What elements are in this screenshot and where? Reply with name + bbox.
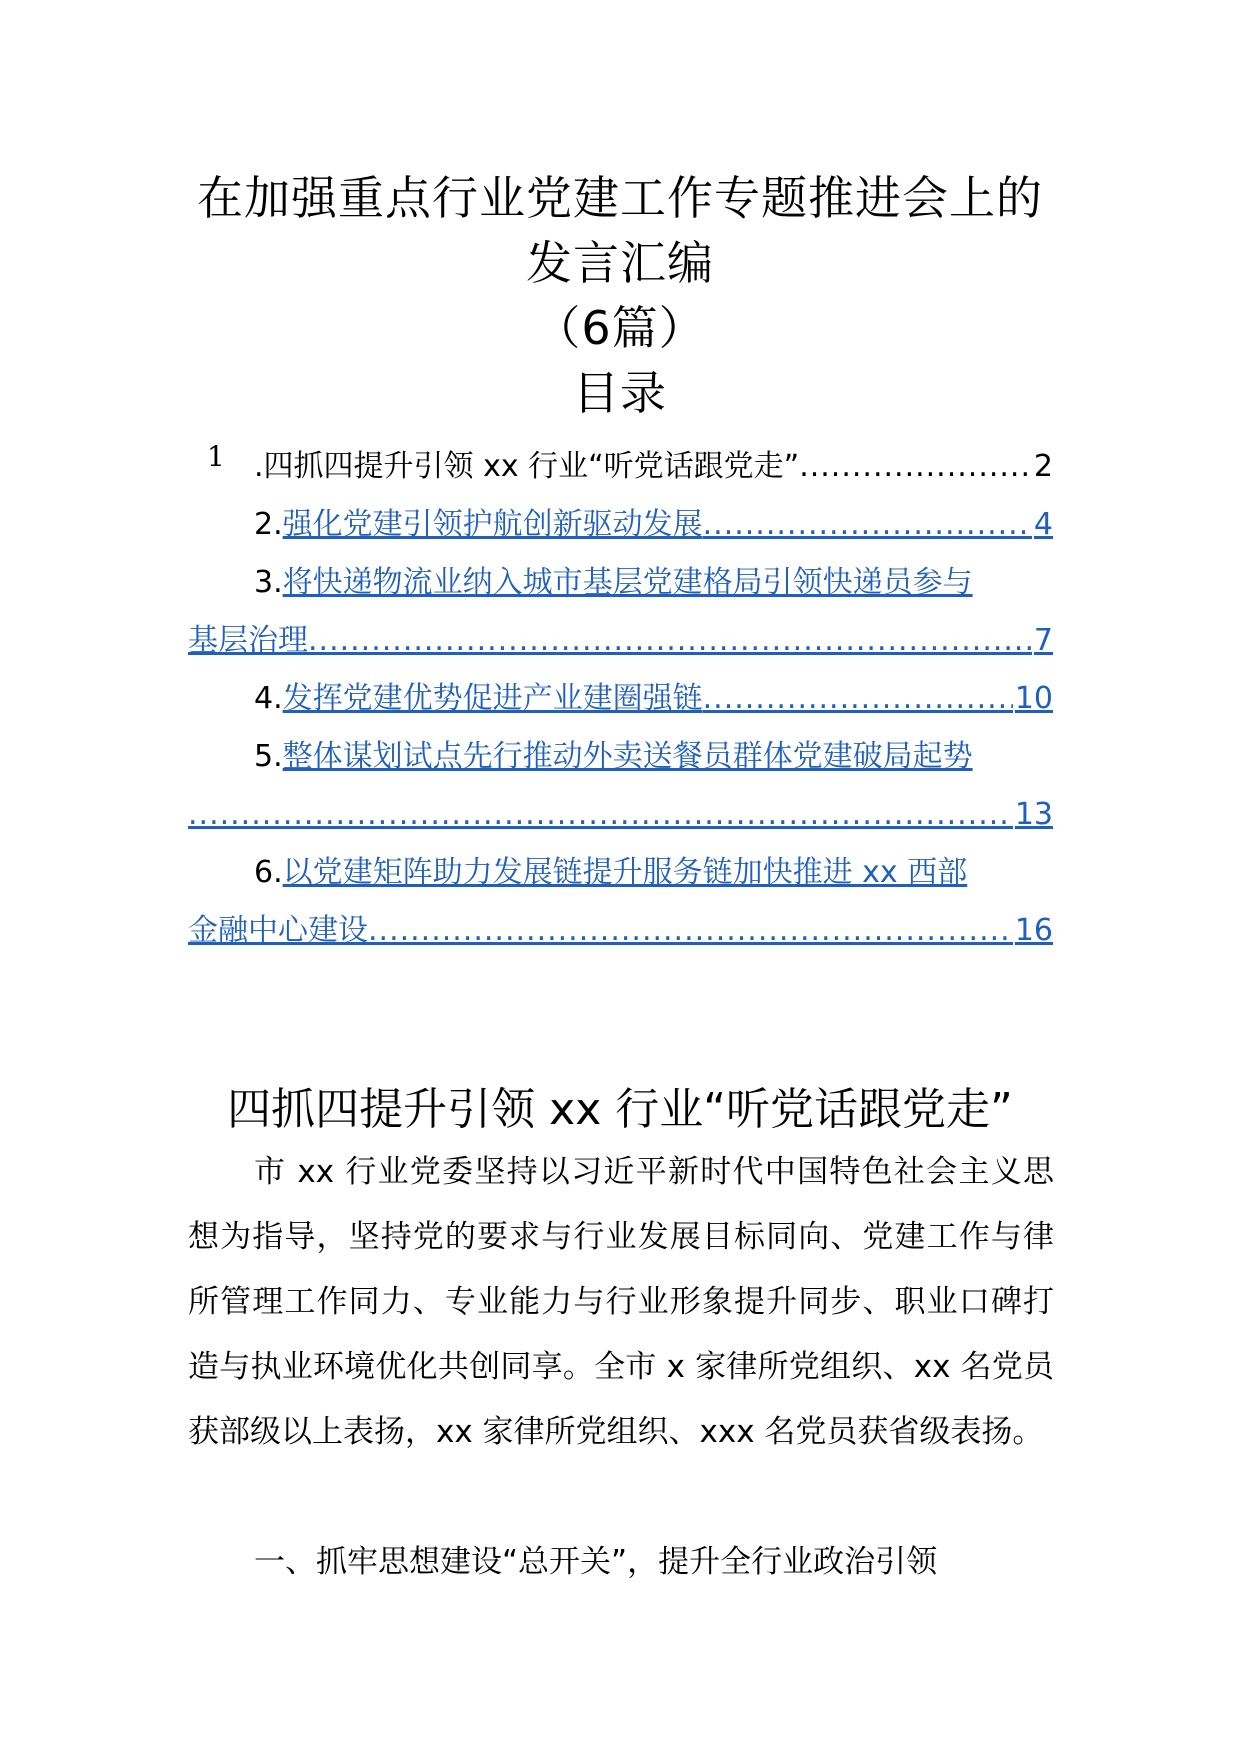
toc-entry-prefix: 2. [254, 507, 283, 542]
toc-entry-prefix: 3. [254, 565, 283, 600]
toc-entry-prefix: 4. [254, 681, 283, 716]
section-heading: 四抓四提升引领 xx 行业“听党话跟党走” [227, 1084, 1013, 1135]
toc-page-number[interactable]: 13 [1014, 797, 1053, 832]
toc-page-number: 2 [1033, 449, 1053, 484]
body-paragraph: 市 xx 行业党委坚持以习近平新时代中国特色社会主义思想为指导，坚持党的要求与行业发展目标同向、党建工作与律所管理工作同力、专业能力与行业形象提升同步、职业口碑打造与执业环境优化共创同享。全市 x 家律所党组织、xx 名党员获部级以上表扬，xx 家律所党组织、xxx 名党员获省级表扬。 [188, 1154, 1054, 1450]
toc-entry-5-continued[interactable] [188, 793, 1053, 837]
toc-entry-2[interactable] [188, 503, 1053, 547]
toc-entry-6[interactable] [188, 851, 1053, 895]
toc-leader-dots [368, 909, 1013, 953]
toc-entry-link[interactable]: 发挥党建优势促进产业建圈强链 [282, 681, 703, 716]
toc-leader-dots [703, 677, 1013, 721]
toc-heading: 目录 [573, 366, 667, 420]
toc-entry-link[interactable]: 以党建矩阵助力发展链提升服务链加快推进 xx 西部 [282, 855, 968, 890]
toc-leader-dots [188, 793, 1013, 837]
toc-page-number[interactable]: 10 [1014, 681, 1053, 716]
document-title-count: （6篇） [534, 301, 706, 355]
toc-entry-link[interactable]: 整体谋划试点先行推动外卖送餐员群体党建破局起势 [282, 739, 973, 774]
toc-page-number[interactable]: 16 [1014, 913, 1053, 948]
toc-entry-1 [188, 445, 1053, 489]
toc-entry-3[interactable] [188, 561, 1053, 605]
toc-entry-4[interactable] [188, 677, 1053, 721]
body-paragraph-subheading: 一、抓牢思想建设“总开关”，提升全行业政治引领 [254, 1544, 938, 1580]
toc-leader-dots [799, 445, 1032, 489]
toc-entry-6-continued[interactable] [188, 909, 1053, 953]
document-title-line-1: 在加强重点行业党建工作专题推进会上的 [197, 171, 1043, 225]
toc-page-number[interactable]: 4 [1033, 507, 1053, 542]
toc-page-number[interactable]: 7 [1033, 623, 1053, 658]
toc-leader-dots [703, 503, 1032, 547]
toc-entry-5[interactable] [188, 735, 1053, 779]
stray-number: 1 [207, 440, 225, 473]
toc-entry-link-continued[interactable]: 基层治理 [188, 623, 308, 658]
toc-leader-dots [308, 619, 1032, 663]
toc-entry-prefix: 5. [254, 739, 283, 774]
toc-entry-link[interactable]: 将快递物流业纳入城市基层党建格局引领快递员参与 [282, 565, 973, 600]
document-title-line-2: 发言汇编 [526, 236, 714, 290]
toc-entry-link[interactable]: 强化党建引领护航创新驱动发展 [282, 507, 703, 542]
toc-entry-prefix: 6. [254, 855, 283, 890]
toc-entry-link-continued[interactable]: 金融中心建设 [188, 913, 368, 948]
toc-entry-text: .四抓四提升引领 xx 行业“听党话跟党走” [254, 449, 800, 484]
toc-entry-3-continued[interactable] [188, 619, 1053, 663]
